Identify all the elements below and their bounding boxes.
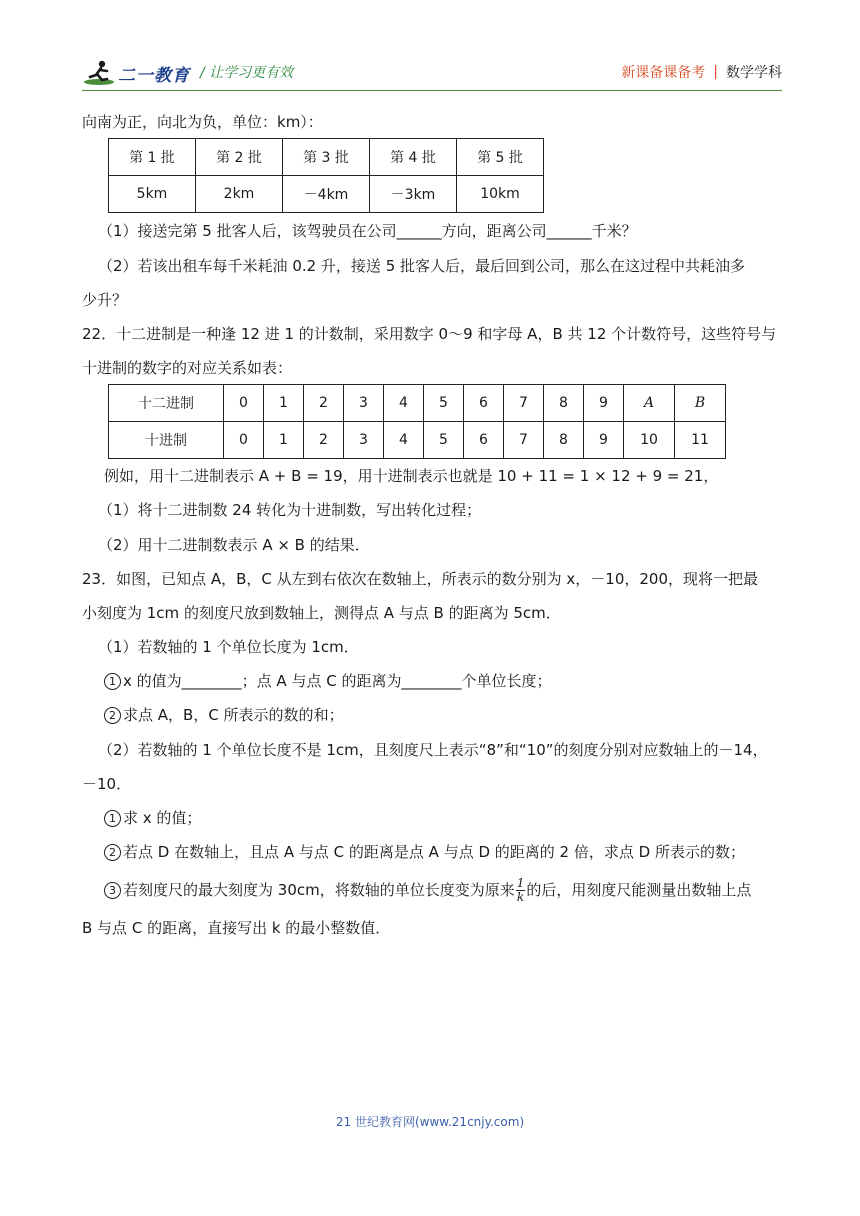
header-divider xyxy=(82,90,782,91)
q22-table xyxy=(108,384,726,459)
table-cell: 0 xyxy=(224,422,264,459)
q23-part2-line2: －10． xyxy=(82,775,132,793)
q23-part2-c-before: 若刻度尺的最大刻度为 30cm，将数轴的单位长度变为原来 xyxy=(123,881,515,899)
q23-part1-b-text: 求点 A，B，C 所表示的数的和； xyxy=(123,706,344,724)
table-cell: －3km xyxy=(370,176,457,213)
fraction-numerator: 1 xyxy=(516,876,525,890)
table-cell: 6 xyxy=(464,422,504,459)
table-cell: 10 xyxy=(624,422,675,459)
table-cell: 9 xyxy=(584,422,624,459)
q21-table-value-row xyxy=(109,176,544,213)
q21-part2-line1: （2）若该出租车每千米耗油 0.2 升，接送 5 批客人后，最后回到公司，那么在这过程中共耗油多 xyxy=(98,257,746,275)
row-label: 十二进制 xyxy=(109,385,224,422)
q23-part2-c xyxy=(104,876,751,904)
table-cell: －4km xyxy=(283,176,370,213)
q21-part2-line2: 少升？ xyxy=(82,291,128,309)
table-cell: 3 xyxy=(344,385,384,422)
table-cell: 第 4 批 xyxy=(370,139,457,176)
circled-number: 3 xyxy=(104,882,121,899)
q23-part2-a xyxy=(104,808,201,828)
q22-line1: 22．十二进制是一种逢 12 进 1 的计数制，采用数字 0～9 和字母 A，B 共 12 个计数符号，这些符号与 xyxy=(82,325,777,343)
row-label: 十进制 xyxy=(109,422,224,459)
q23-part1-b xyxy=(104,705,344,725)
q23-part2-line1: （2）若数轴的 1 个单位长度不是 1cm，且刻度尺上表示“8”和“10”的刻度分别对应数轴上的－14， xyxy=(98,741,768,759)
q23-part2-a-text: 求 x 的值； xyxy=(123,809,202,827)
table-cell: 第 5 批 xyxy=(457,139,544,176)
table-cell: 3 xyxy=(344,422,384,459)
table-cell: 0 xyxy=(224,385,264,422)
logo-text: 二一教育 xyxy=(118,65,190,86)
q21-table-header-row xyxy=(109,139,544,176)
q23-line2: 小刻度为 1cm 的刻度尺放到数轴上，测得点 A 与点 B 的距离为 5cm． xyxy=(82,604,561,622)
q23-part2-c-line2: B 与点 C 的距离，直接写出 k 的最小整数值． xyxy=(82,919,391,937)
table-cell: 4 xyxy=(384,422,424,459)
fraction-denominator: k xyxy=(516,890,525,904)
q23-part1-a-text: x 的值为________；点 A 与点 C 的距离为________个单位长度； xyxy=(123,672,552,690)
table-cell: 5 xyxy=(424,385,464,422)
table-cell: 11 xyxy=(675,422,726,459)
table-cell: 7 xyxy=(504,385,544,422)
q23-part1: （1）若数轴的 1 个单位长度为 1cm． xyxy=(98,638,359,656)
header-right xyxy=(621,62,782,82)
subject-label: 数学学科 xyxy=(726,65,782,81)
table-cell: 2 xyxy=(304,422,344,459)
table-cell: 1 xyxy=(264,422,304,459)
table-cell: 9 xyxy=(584,385,624,422)
table-cell: 第 2 批 xyxy=(196,139,283,176)
circled-number: 2 xyxy=(104,844,121,861)
q22-example: 例如，用十二进制表示 A + B = 19，用十进制表示也就是 10 + 11 = 1 × 12 + 9 = 21， xyxy=(104,467,719,485)
circled-number: 1 xyxy=(104,810,121,827)
table-cell: B xyxy=(675,385,726,422)
logo xyxy=(82,58,190,88)
q23-part1-a xyxy=(104,671,551,691)
circled-number: 1 xyxy=(104,673,121,690)
header-separator: | xyxy=(713,64,718,80)
table-cell: 5 xyxy=(424,422,464,459)
running-figure-icon xyxy=(82,59,116,87)
q23-part2-b-text: 若点 D 在数轴上，且点 A 与点 C 的距离是点 A 与点 D 的距离的 2 倍，求点 D 所表示的数； xyxy=(123,843,745,861)
table-cell: 8 xyxy=(544,385,584,422)
table-cell: 8 xyxy=(544,422,584,459)
q22-line2: 十进制的数字的对应关系如表： xyxy=(82,359,293,377)
q22-part2: （2）用十二进制数表示 A × B 的结果． xyxy=(98,536,370,554)
q23-part2-b xyxy=(104,842,745,862)
circled-number: 2 xyxy=(104,707,121,724)
q21-table xyxy=(108,138,544,213)
fraction xyxy=(516,877,526,904)
table-cell: 4 xyxy=(384,385,424,422)
slogan: / 让学习更有效 xyxy=(200,65,294,81)
q22-table-row-decimal xyxy=(109,422,726,459)
table-cell: 1 xyxy=(264,385,304,422)
q23-line1: 23．如图，已知点 A，B，C 从左到右依次在数轴上，所表示的数分别为 x，－10，200，现将一把最 xyxy=(82,570,759,588)
q22-part1: （1）将十二进制数 24 转化为十进制数，写出转化过程； xyxy=(98,501,482,519)
q23-part2-c-after: 的后，用刻度尺能测量出数轴上点 xyxy=(526,881,752,899)
table-cell: 2 xyxy=(304,385,344,422)
table-cell: 第 1 批 xyxy=(109,139,196,176)
page-footer: 21 世纪教育网(www.21cnjy.com) xyxy=(335,1115,525,1129)
q21-intro: 向南为正，向北为负，单位：km）： xyxy=(82,113,323,131)
table-cell: 10km xyxy=(457,176,544,213)
q21-part1: （1）接送完第 5 批客人后，该驾驶员在公司______方向，距离公司______千米？ xyxy=(98,222,637,240)
course-label: 新课备课备考 xyxy=(621,65,706,81)
table-cell: 2km xyxy=(196,176,283,213)
table-cell: A xyxy=(624,385,675,422)
q22-table-row-duodecimal xyxy=(109,385,726,422)
page-header xyxy=(82,58,782,90)
table-cell: 第 3 批 xyxy=(283,139,370,176)
table-cell: 5km xyxy=(109,176,196,213)
table-cell: 7 xyxy=(504,422,544,459)
table-cell: 6 xyxy=(464,385,504,422)
